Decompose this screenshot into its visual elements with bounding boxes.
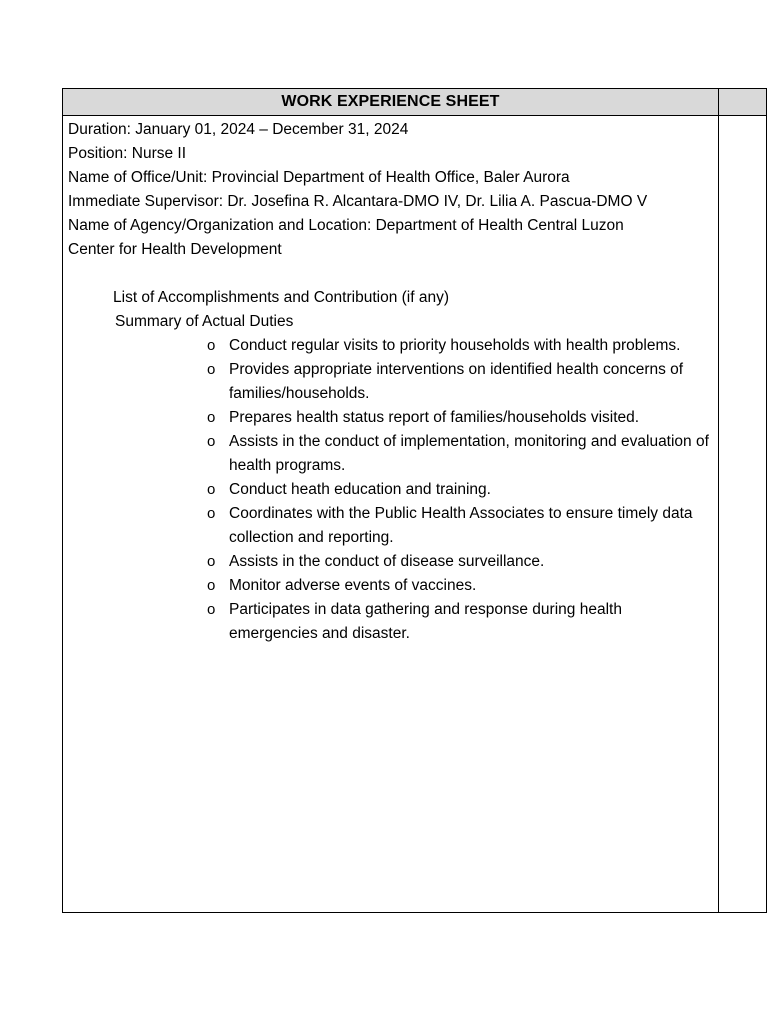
duty-text: Monitor adverse events of vaccines. [229, 577, 477, 594]
list-item [207, 574, 718, 598]
bullet-icon: o [207, 337, 216, 354]
list-item [207, 430, 718, 478]
duty-text: Participates in data gathering and response during health emergencies and disaster. [229, 601, 622, 642]
table-body-row [63, 116, 767, 913]
duties-list [68, 334, 718, 646]
blank-spacer [68, 262, 718, 286]
list-item [207, 334, 718, 358]
bullet-icon: o [207, 481, 216, 498]
bullet-icon: o [207, 505, 216, 522]
bullet-icon: o [207, 553, 216, 570]
header-title-cell [63, 89, 719, 116]
list-item [207, 478, 718, 502]
body-content-cell [63, 116, 719, 913]
list-item [207, 598, 718, 646]
office-unit-line: Name of Office/Unit: Provincial Department of Health Office, Baler Aurora [68, 169, 570, 186]
bullet-icon: o [207, 433, 216, 450]
duration-line: Duration: January 01, 2024 – December 31, 2024 [68, 121, 409, 138]
bullet-icon: o [207, 361, 216, 378]
position-line: Position: Nurse II [68, 145, 187, 162]
supervisor-line: Immediate Supervisor: Dr. Josefina R. Alcantara-DMO IV, Dr. Lilia A. Pascua-DMO V [68, 193, 648, 210]
duty-text: Coordinates with the Public Health Associates to ensure timely data collection and reporting. [229, 505, 693, 546]
work-experience-table [62, 88, 767, 913]
duties-heading: Summary of Actual Duties [115, 313, 294, 330]
agency-line: Name of Agency/Organization and Location: Department of Health Central Luzon [68, 217, 624, 234]
bullet-icon: o [207, 577, 216, 594]
agency-line-continued: Center for Health Development [68, 241, 282, 258]
duty-text: Conduct regular visits to priority households with health problems. [229, 337, 681, 354]
accomplishments-heading: List of Accomplishments and Contribution (if any) [113, 289, 449, 306]
header-side-cell [718, 89, 766, 116]
list-item [207, 358, 718, 406]
list-item [207, 406, 718, 430]
list-item [207, 550, 718, 574]
sheet-title: WORK EXPERIENCE SHEET [281, 93, 500, 110]
duty-text: Provides appropriate interventions on identified health concerns of families/households. [229, 361, 684, 402]
list-item [207, 502, 718, 550]
body-side-cell [718, 116, 766, 913]
duty-text: Assists in the conduct of disease surveillance. [229, 553, 545, 570]
duty-text: Conduct heath education and training. [229, 481, 491, 498]
bullet-icon: o [207, 601, 216, 618]
table-header-row [63, 89, 767, 116]
duty-text: Assists in the conduct of implementation, monitoring and evaluation of health programs. [229, 433, 709, 474]
duty-text: Prepares health status report of families/households visited. [229, 409, 640, 426]
bullet-icon: o [207, 409, 216, 426]
